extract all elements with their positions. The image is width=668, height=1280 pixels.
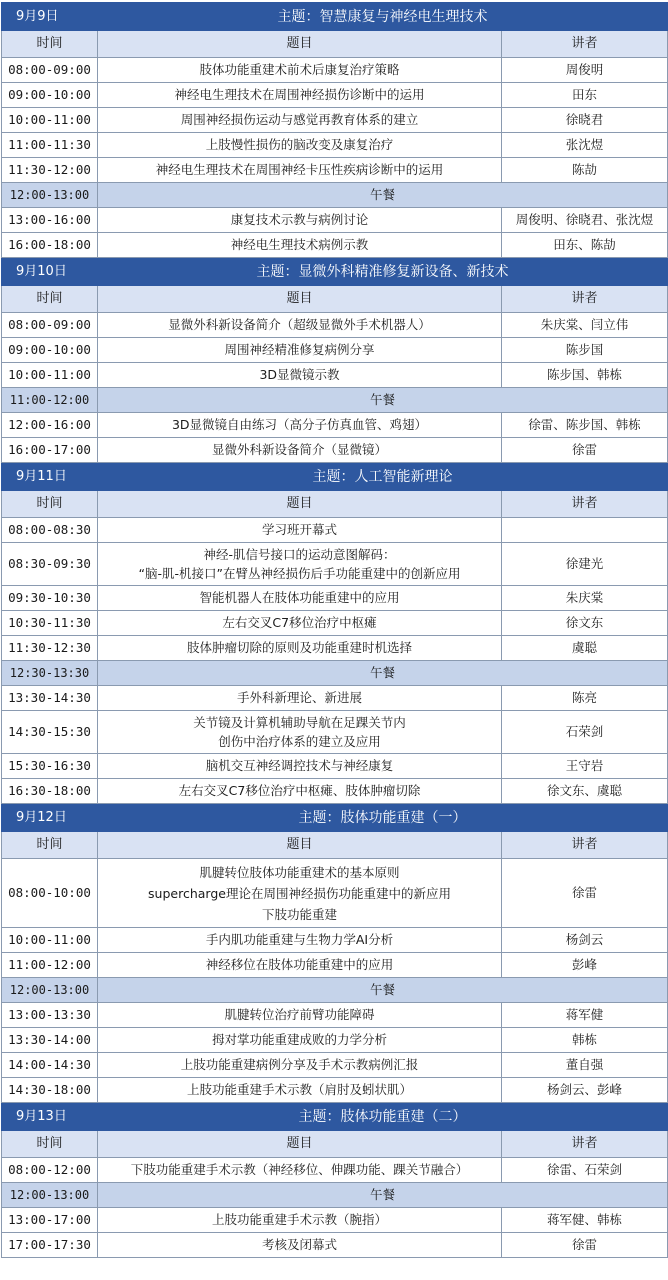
session-time: 13:00-13:30: [2, 1003, 98, 1028]
session-time: 12:00-13:00: [2, 1183, 98, 1208]
session-speaker: 徐文东、虞聪: [502, 779, 668, 804]
column-header-topic: 题目: [98, 1131, 502, 1158]
session-speaker: 朱庆棠: [502, 586, 668, 611]
day-header-row: [2, 804, 668, 832]
session-row: [2, 1158, 668, 1183]
session-topic-line: 左右交叉C7移位治疗中枢瘫: [222, 615, 377, 630]
session-topic: [98, 686, 502, 711]
session-speaker: 韩栋: [502, 1028, 668, 1053]
session-row: [2, 859, 668, 928]
day-theme: 主题：智慧康复与神经电生理技术: [98, 3, 668, 31]
session-row: [2, 636, 668, 661]
day-header-row: [2, 3, 668, 31]
session-topic: [98, 586, 502, 611]
session-time: 08:00-08:30: [2, 518, 98, 543]
column-header-row: [2, 1131, 668, 1158]
session-row: [2, 438, 668, 463]
lunch-label: 午餐: [98, 1183, 668, 1208]
session-topic-line: 手内肌功能重建与生物力学AI分析: [205, 932, 394, 947]
session-speaker: 徐建光: [502, 543, 668, 586]
column-header-topic: 题目: [98, 491, 502, 518]
session-topic: [98, 928, 502, 953]
column-header-time: 时间: [2, 31, 98, 58]
column-header-row: [2, 286, 668, 313]
session-topic-line: 康复技术示教与病例讨论: [230, 212, 369, 227]
session-topic: [98, 711, 502, 754]
session-topic: [98, 543, 502, 586]
column-header-row: [2, 832, 668, 859]
lunch-row: [2, 978, 668, 1003]
lunch-label: 午餐: [98, 388, 668, 413]
session-speaker: [502, 518, 668, 543]
session-row: [2, 543, 668, 586]
session-speaker: 徐雷、石荣剑: [502, 1158, 668, 1183]
session-time: 11:30-12:30: [2, 636, 98, 661]
session-time: 09:00-10:00: [2, 338, 98, 363]
column-header-time: 时间: [2, 832, 98, 859]
session-row: [2, 1003, 668, 1028]
column-header-row: [2, 491, 668, 518]
column-header-time: 时间: [2, 491, 98, 518]
session-row: [2, 1053, 668, 1078]
session-row: [2, 313, 668, 338]
session-topic: [98, 1053, 502, 1078]
session-speaker: 周俊明、徐晓君、张沈煜: [502, 208, 668, 233]
session-row: [2, 711, 668, 754]
session-topic: [98, 1233, 502, 1258]
session-topic: [98, 413, 502, 438]
session-time: 10:00-11:00: [2, 928, 98, 953]
session-speaker: 虞聪: [502, 636, 668, 661]
session-speaker: 蒋军健、韩栋: [502, 1208, 668, 1233]
session-time: 10:00-11:00: [2, 363, 98, 388]
session-time: 10:00-11:00: [2, 108, 98, 133]
session-time: 11:30-12:00: [2, 158, 98, 183]
session-topic: [98, 1208, 502, 1233]
session-time: 14:00-14:30: [2, 1053, 98, 1078]
day-theme: 主题：人工智能新理论: [98, 463, 668, 491]
session-topic-line: 创伤中治疗体系的建立及应用: [218, 734, 381, 749]
session-speaker: 徐雷: [502, 438, 668, 463]
session-topic: [98, 133, 502, 158]
session-time: 16:00-17:00: [2, 438, 98, 463]
session-topic-line: 显微外科新设备简介（超级显微外手术机器人）: [168, 317, 431, 332]
session-topic-line: 神经-肌信号接口的运动意图解码：: [203, 547, 396, 562]
session-time: 08:00-09:00: [2, 313, 98, 338]
column-header-row: [2, 31, 668, 58]
session-speaker: 陈亮: [502, 686, 668, 711]
session-topic-line: 脑机交互神经调控技术与神经康复: [205, 758, 394, 773]
lunch-row: [2, 388, 668, 413]
lunch-row: [2, 661, 668, 686]
lunch-label: 午餐: [98, 661, 668, 686]
lunch-label: 午餐: [98, 978, 668, 1003]
session-topic: [98, 611, 502, 636]
session-topic-line: 左右交叉C7移位治疗中枢瘫、肢体肿瘤切除: [178, 783, 421, 798]
session-topic: [98, 233, 502, 258]
session-topic-line: 下肢功能重建手术示教（神经移位、伸踝功能、踝关节融合）: [130, 1162, 469, 1177]
session-time: 12:00-13:00: [2, 978, 98, 1003]
day-theme: 主题：肢体功能重建（一）: [98, 804, 668, 832]
session-speaker: 徐雷: [502, 859, 668, 928]
session-topic-line: 周围神经损伤运动与感觉再教育体系的建立: [180, 112, 419, 127]
session-time: 14:30-18:00: [2, 1078, 98, 1103]
day-header-row: [2, 463, 668, 491]
session-topic: [98, 1158, 502, 1183]
session-row: [2, 754, 668, 779]
session-time: 16:30-18:00: [2, 779, 98, 804]
session-topic-line: 肌腱转位肢体功能重建术的基本原则: [199, 864, 400, 880]
session-topic-line: 学习班开幕式: [261, 522, 337, 537]
session-topic-line: 肢体功能重建术前术后康复治疗策略: [199, 62, 400, 77]
session-time: 09:00-10:00: [2, 83, 98, 108]
session-topic: [98, 83, 502, 108]
session-speaker: 徐雷: [502, 1233, 668, 1258]
session-topic: [98, 953, 502, 978]
column-header-speaker: 讲者: [502, 286, 668, 313]
session-speaker: 陈步国: [502, 338, 668, 363]
lunch-label: 午餐: [98, 183, 668, 208]
session-topic-line: 3D显微镜自由练习（高分子仿真血管、鸡翅）: [171, 417, 428, 432]
session-time: 08:30-09:30: [2, 543, 98, 586]
session-topic-line: 上肢功能重建手术示教（腕指）: [211, 1212, 387, 1227]
session-row: [2, 779, 668, 804]
session-time: 16:00-18:00: [2, 233, 98, 258]
session-topic-line: 智能机器人在肢体功能重建中的应用: [199, 590, 400, 605]
session-row: [2, 611, 668, 636]
session-topic: [98, 438, 502, 463]
session-row: [2, 108, 668, 133]
session-speaker: 田东、陈劼: [502, 233, 668, 258]
session-row: [2, 953, 668, 978]
session-time: 14:30-15:30: [2, 711, 98, 754]
session-speaker: 董自强: [502, 1053, 668, 1078]
day-date: 9月10日: [2, 258, 98, 286]
session-topic-line: 神经电生理技术病例示教: [230, 237, 369, 252]
session-topic-line: 关节镜及计算机辅助导航在足踝关节内: [193, 715, 406, 730]
session-topic: [98, 208, 502, 233]
lunch-row: [2, 183, 668, 208]
session-time: 11:00-12:00: [2, 388, 98, 413]
day-date: 9月13日: [2, 1103, 98, 1131]
day-theme: 主题：显微外科精准修复新设备、新技术: [98, 258, 668, 286]
session-topic: [98, 779, 502, 804]
session-time: 13:30-14:30: [2, 686, 98, 711]
column-header-time: 时间: [2, 1131, 98, 1158]
column-header-speaker: 讲者: [502, 31, 668, 58]
session-time: 11:00-12:00: [2, 953, 98, 978]
session-topic-line: 拇对掌功能重建成败的力学分析: [211, 1032, 387, 1047]
session-topic: [98, 58, 502, 83]
session-speaker: 陈步国、韩栋: [502, 363, 668, 388]
session-speaker: 王守岩: [502, 754, 668, 779]
session-topic: [98, 338, 502, 363]
session-time: 12:00-13:00: [2, 183, 98, 208]
session-topic-line: supercharge理论在周围神经损伤功能重建中的新应用: [148, 885, 451, 901]
session-time: 11:00-11:30: [2, 133, 98, 158]
session-row: [2, 1078, 668, 1103]
day-date: 9月9日: [2, 3, 98, 31]
column-header-topic: 题目: [98, 31, 502, 58]
session-time: 08:00-09:00: [2, 58, 98, 83]
session-row: [2, 233, 668, 258]
session-time: 15:30-16:30: [2, 754, 98, 779]
session-row: [2, 158, 668, 183]
session-time: 08:00-12:00: [2, 1158, 98, 1183]
session-topic-line: 神经移位在肢体功能重建中的应用: [205, 957, 394, 972]
day-header-row: [2, 258, 668, 286]
session-topic: [98, 363, 502, 388]
session-speaker: 朱庆棠、闫立伟: [502, 313, 668, 338]
session-topic: [98, 518, 502, 543]
session-time: 12:00-16:00: [2, 413, 98, 438]
session-row: [2, 1208, 668, 1233]
session-topic: [98, 1078, 502, 1103]
session-topic: [98, 1003, 502, 1028]
session-topic: [98, 108, 502, 133]
session-time: 10:30-11:30: [2, 611, 98, 636]
session-speaker: 石荣剑: [502, 711, 668, 754]
session-topic-line: 神经电生理技术在周围神经损伤诊断中的运用: [174, 87, 425, 102]
session-time: 13:00-16:00: [2, 208, 98, 233]
session-speaker: 杨剑云、彭峰: [502, 1078, 668, 1103]
session-speaker: 田东: [502, 83, 668, 108]
session-topic-line: 肢体肿瘤切除的原则及功能重建时机选择: [186, 640, 412, 655]
session-row: [2, 133, 668, 158]
session-topic: [98, 313, 502, 338]
session-row: [2, 686, 668, 711]
session-speaker: 张沈煜: [502, 133, 668, 158]
session-time: 13:00-17:00: [2, 1208, 98, 1233]
session-time: 12:30-13:30: [2, 661, 98, 686]
session-time: 13:30-14:00: [2, 1028, 98, 1053]
session-topic-line: 下肢功能重建: [261, 906, 337, 922]
session-topic: [98, 754, 502, 779]
session-speaker: 周俊明: [502, 58, 668, 83]
session-topic-line: 神经电生理技术在周围神经卡压性疾病诊断中的运用: [155, 162, 444, 177]
session-row: [2, 338, 668, 363]
column-header-speaker: 讲者: [502, 491, 668, 518]
session-row: [2, 1028, 668, 1053]
session-speaker: 陈劼: [502, 158, 668, 183]
column-header-speaker: 讲者: [502, 832, 668, 859]
session-topic: [98, 636, 502, 661]
column-header-speaker: 讲者: [502, 1131, 668, 1158]
day-date: 9月11日: [2, 463, 98, 491]
schedule-table: [1, 2, 668, 1258]
session-topic: [98, 859, 502, 928]
day-date: 9月12日: [2, 804, 98, 832]
session-row: [2, 928, 668, 953]
session-time: 09:30-10:30: [2, 586, 98, 611]
column-header-topic: 题目: [98, 286, 502, 313]
column-header-time: 时间: [2, 286, 98, 313]
session-row: [2, 1233, 668, 1258]
session-topic-line: 上肢功能重建病例分享及手术示教病例汇报: [180, 1057, 419, 1072]
session-topic-line: 上肢慢性损伤的脑改变及康复治疗: [205, 137, 394, 152]
day-theme: 主题：肢体功能重建（二）: [98, 1103, 668, 1131]
day-header-row: [2, 1103, 668, 1131]
session-speaker: 徐晓君: [502, 108, 668, 133]
session-row: [2, 413, 668, 438]
session-topic-line: 周围神经精准修复病例分享: [224, 342, 375, 357]
session-speaker: 徐雷、陈步国、韩栋: [502, 413, 668, 438]
session-time: 17:00-17:30: [2, 1233, 98, 1258]
session-topic-line: 显微外科新设备简介（显微镜）: [211, 442, 387, 457]
session-speaker: 蒋军健: [502, 1003, 668, 1028]
session-topic-line: 上肢功能重建手术示教（肩肘及蚓状肌）: [186, 1082, 412, 1097]
session-row: [2, 518, 668, 543]
column-header-topic: 题目: [98, 832, 502, 859]
lunch-row: [2, 1183, 668, 1208]
session-row: [2, 586, 668, 611]
session-speaker: 杨剑云: [502, 928, 668, 953]
session-topic-line: 肌腱转位治疗前臂功能障碍: [224, 1007, 375, 1022]
session-topic-line: 3D显微镜示教: [259, 367, 340, 382]
session-topic-line: 手外科新理论、新进展: [236, 690, 362, 705]
session-topic: [98, 1028, 502, 1053]
session-topic-line: “脑-肌-机接口”在臂丛神经损伤后手功能重建中的创新应用: [138, 566, 461, 581]
session-speaker: 彭峰: [502, 953, 668, 978]
session-topic: [98, 158, 502, 183]
session-row: [2, 58, 668, 83]
session-speaker: 徐文东: [502, 611, 668, 636]
session-time: 08:00-10:00: [2, 859, 98, 928]
session-row: [2, 208, 668, 233]
session-row: [2, 83, 668, 108]
session-row: [2, 363, 668, 388]
session-topic-line: 考核及闭幕式: [261, 1237, 337, 1252]
